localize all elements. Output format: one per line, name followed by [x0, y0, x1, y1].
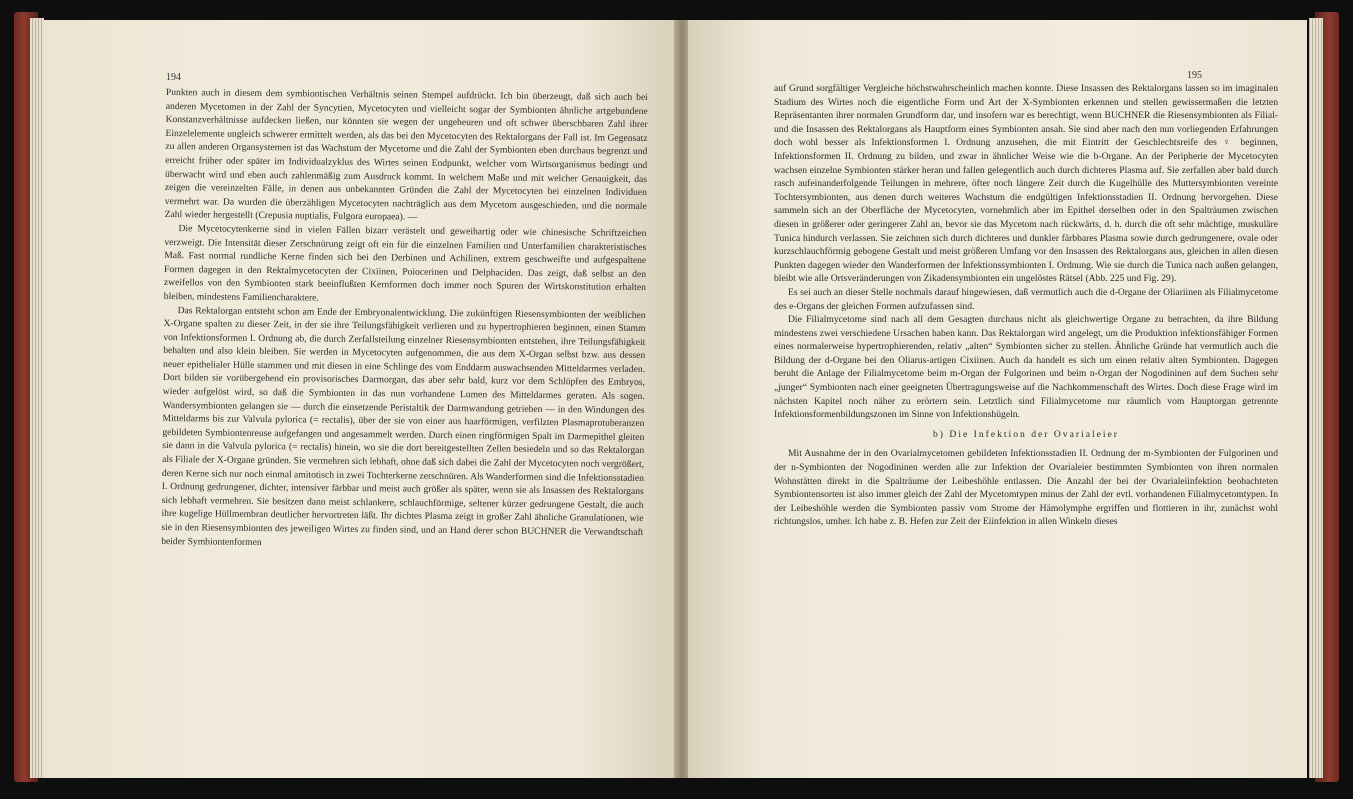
page-body-text [161, 86, 648, 553]
left-page [44, 20, 676, 778]
paragraph: Die Filialmycetome sind nach all dem Gesagten durchaus nicht als gleichwertige Organe zu betrachten, da ihre Bildung mindestens zwei verschiedene Ursachen haben kann. Das Rektalorgan wird angelegt, um die Produktion infektionsfähiger Formen eines normalerweise hypertrophierenden, relativ „alten“ Symbionten sicher zu stellen. Ähnliche Gründe hat vermutlich auch die Bildung der d-Organe bei den Oliarus-artigen Cixiinen. Auch da handelt es sich um einen relativ alten Symbionten. Dagegen beruht die Anlage der Filialmycetome beim m-Organ der Fulgorinen und beim n-Organ der Nogodininen auf dem Suchen sehr „junger“ Symbionten nach einer geeigneten Übertragungsweise auf die Nachkommenschaft des Wirtes. Doch diese Frage wird im nächsten Kapitel noch näher zu erörtern sein. Letztlich sind Filialmycetome nur räumlich vom Hauptorgan getrennte Infektionsformenbildungszonen im Sinne von Infektionshügeln. [774, 314, 1278, 421]
section-heading: b) Die Infektion der Ovarialeier [933, 428, 1119, 440]
page-number: 194 [166, 72, 181, 83]
page-edges-left [30, 18, 44, 778]
paragraph: Mit Ausnahme der in den Ovarialmycetomen gebildeten Infektionsstadien II. Ordnung der m-Symbionten der Fulgorinen und der n-Symbionten der Nogodininen werden alle zur Infektion der Ovarialeier bestimmten Symbionten von ihren normalen Wohnstätten direkt in die Spalträume der Leibeshöhle entlassen. Die Anzahl der bei der Ovarialeiinfektion beobachteten Symbiontensorten ist also immer gleich der Zahl der Mycetomtypen minus der Zahl der evtl. vorhandenen Filialmycetomtypen. In der Leibeshöhle werden die Symbionten passiv vom Strome der Hämolymphe ergriffen und flottieren in ihr, zunächst wohl richtungslos, umher. Ich habe z. B. Hefen zur Zeit der Eiinfektion in allen Winkeln dieses [774, 448, 1278, 528]
paragraph: Das Rektalorgan entsteht schon am Ende der Embryonalentwicklung. Die zukünftigen Riesensymbionten der weiblichen X-Organe spalten zu dieser Zeit, in der sie ihre Teilungsfähigkeit verlieren und zu hypertrophieren beginnen, einen Stamm von Infektionsformen I. Ordnung ab, die durch Zerfallsteilung einzelner Riesensymbionten entstehen, ihre Teilungsfähigkeit behalten und also klein bleiben. Sie werden in Mycetocyten aufgenommen, die aus dem X-Organ selbst bzw. aus dessen neuer epithelialer Hülle stammen und mit diesen in eine Schlinge des vom Enddarm auswachsenden Mitteldarmes verladen. Dort bilden sie vorübergehend ein provisorisches Darmorgan, das aber sehr bald, kurz vor dem Schlüpfen des Embryos, wieder aufgelöst wird, so daß die Symbionten in das nun vorhandene Lumen des Mitteldarmes geraten. Als sogen. Wandersymbionten gelangen sie — durch die einsetzende Peristaltik der Darmwandung getrieben — in den Windungen des Mitteldarms bis zur Valvula pylorica (= rectalis), über der sie von einer aus haarförmigen, verfilzten Plasmaprotuberanzen gebildeten Symbiontenreuse aufgefangen und angesammelt werden. Durch einen ringförmigen Spalt im Darmepithel gleiten sie dann in die Valvula pylorica (= rectalis) hinein, wo sie die dort bereitgestellten Zellen besiedeln und so das Rektalorgan als Filiale der X-Organe gründen. Sie vermehren sich lebhaft, ohne daß sich dabei die Zahl der Mycetocyten noch vergrößert, deren Kerne sich nur noch einmal amitotisch in zwei Tochterkerne zerschnüren. Als Wanderformen sind die Infektionsstadien I. Ordnung gedrungener, dichter, intensiver färbbar und meist auch größer als später, wenn sie als Insassen des Rektalorgans sich lebhaft vermehren. Sie besitzen dann meist schlankere, schlauchförmige, seltener kürzer gedrungene Gestalt, die auch ihre kugelige Hüllmembran deutlicher hervortreten läßt. Ihr dichtes Plasma zeigt in großer Zahl ähnliche Granulationen, wie sie in den Riesensymbionten des jeweiligen Wirtes zu finden sind, und an Hand derer schon BUCHNER die Verwandtschaft beider Symbiontenformen [161, 304, 646, 548]
right-page [688, 20, 1307, 778]
page-body-text [774, 82, 1278, 529]
paragraph: Punkten auch in diesem dem symbiontischen Verhältnis seinen Stempel aufdrückt. Ich bin überzeugt, daß sich auch bei anderen Mycetomen in der Zahl der Syncytien, Mycetocyten und vielleicht sogar der Symbionten ähnliche artgebundene Konstanzverhältnisse aufdecken ließen, nur könnten sie wegen der ungeheuren und oft schwer überschbaren Zahl ihrer Einzelelemente ungleich schwerer ermittelt werden, als das bei den Mycetocyten des Rektalorgans der Fall ist. Im Gegensatz zu allen anderen Organsystemen ist das Wachstum der Mycetome und die Zahl der Symbionten eben durchaus begrenzt und erreicht früher oder später im Individualzyklus des Wirtes seinen Endpunkt, welcher vom Wirtsorganismus bedingt und überwacht wird und eben auch zahlenmäßig zum Ausdruck kommt. In welchem Maße und mit welcher Genauigkeit, das zeigen die vereinzelten Fälle, in denen aus unbekannten Gründen die Zahl der Mycetocyten bei einzelnen Individuen vermehrt war. Da wurden die überzähligen Mycetocyten nachträglich aus dem Mycetom ausgeschieden, und die normale Zahl wieder hergestellt (Crepusia nuptialis, Fulgora europaea). — [164, 86, 648, 223]
page-edges-right [1309, 18, 1323, 778]
paragraph: Die Mycetocytenkerne sind in vielen Fällen bizarr verästelt und geweihartig oder wie chinesische Schriftzeichen verzweigt. Die Intensität dieser Zerschnürung zeigt oft ein für die einzelnen Familien und Unterfamilien charakteristisches Maß. Fast normal rundliche Kerne finden sich bei den Derbinen und Achilinen, extrem geschweifte und aufgespaltene Formen dagegen in den Rektalmycetocyten der Cixiinen, Poiocerinen und Delphaciden. Das zeigt, daß selbst an den zweifellos von den Symbionten stark beeinflußten Kernformen doch immer noch Spuren der Wirtskonstitution erhalten bleiben, mindestens Familiencharaktere. [163, 223, 647, 304]
paragraph: auf Grund sorgfältiger Vergleiche höchstwahrscheinlich machen konnte. Diese Insassen des Rektalorgans lassen so im imaginalen Stadium des Wirtes noch die eigentliche Form und Art der X-Symbionten erkennen und stellen gewissermaßen die letzten Repräsentanten ihrer normalen Grundform dar, und insofern war es berechtigt, wenn BUCHNER die Riesensymbionten als Filial- und die Insassen des Rektalorgans als Hauptform eines Symbionten ansah. Sie sind aber nach den nun vorliegenden Erfahrungen doch wohl besser als Infektionsformen I. Ordnung anzusehen, die mit Eintritt der Geschlechtsreife des ♀ beginnen, Infektionsformen II. Ordnung zu bilden, und zwar in ähnlicher Weise wie die b-Organe. An der Peripherie der Mycetocyten wachsen einzelne Symbionten stärker heran und fallen gelegentlich auch durch dichteres Plasma auf. Sie zerfallen aber bald durch rasch aufeinanderfolgende Teilungen in mehrere, öfter noch längere Zeit durch die Kugelhülle des Muttersymbionten vereinte Tochtersymbionten, aus denen durch weiteres Wachstum die endgültigen Infektionsstadien II. Ordnung hervorgehen. Diese sammeln sich an der Oberfläche der Mycetocyten, vornehmlich aber im Epithel derselben oder in den Spalträumen zwischen diesen in größerer oder geringerer Zahl an, bevor sie das Mycetom nach rückwärts, d. h. durch die oft sehr mächtige, muskuläre Tunica hindurch verlassen. Sie zeichnen sich durch dichteres und dunkler färbbares Plasma sowie durch gedrungenere, ovale oder kurzschlauchförmig gebogene Gestalt und meist größeren Umfang vor den Insassen des Rektalorgans aus, gleichen in allen diesen Punkten dagegen wieder den Wanderformen der Infektionssymbionten I. Ordnung. Wie sie durch die Tunica nach außen gelangen, bleibt wie alle Ortsveränderungen von Zikadensymbionten ein ungelöstes Rätsel (Abb. 225 und Fig. 29). [774, 83, 1278, 285]
page-number: 195 [1187, 70, 1202, 81]
paragraph: Es sei auch an dieser Stelle nochmals darauf hingewiesen, daß vermutlich auch die d-Organe der Oliariinen als Filialmycetome des e-Organs der gleichen Formen aufzufassen sind. [774, 286, 1278, 312]
